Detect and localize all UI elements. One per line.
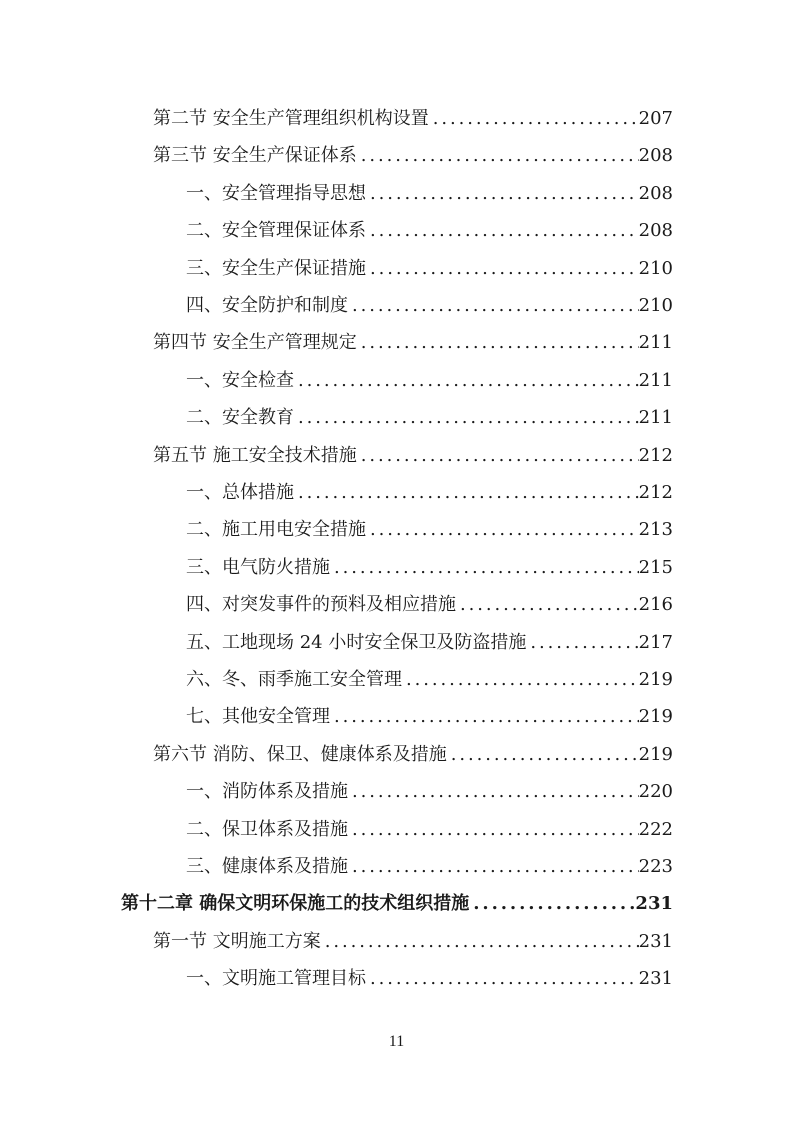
toc-leader-dots (366, 250, 639, 287)
toc-leader-dots (526, 624, 638, 661)
toc-entry-page: 215 (638, 557, 673, 578)
toc-entry[interactable] (186, 773, 673, 810)
toc-entry-title: 三、安全生产保证措施 (186, 258, 366, 279)
toc-leader-dots (357, 137, 639, 174)
toc-entry[interactable] (186, 511, 673, 548)
toc-entry-page: 210 (638, 295, 673, 316)
toc-leader-dots (294, 399, 639, 436)
toc-entry-page: 212 (638, 482, 673, 503)
page-number: 11 (388, 1033, 405, 1050)
toc-entry-page: 217 (638, 632, 673, 653)
toc-entry-page: 223 (638, 856, 673, 877)
toc-entry-title: 二、施工用电安全措施 (186, 519, 366, 540)
toc-entry-page: 213 (638, 519, 673, 540)
toc-entry-page: 208 (638, 145, 673, 166)
toc-entry-title: 五、工地现场 24 小时安全保卫及防盗措施 (186, 632, 527, 653)
toc-leader-dots (469, 885, 635, 922)
toc-entry[interactable] (186, 848, 673, 885)
toc-entry-page: 220 (638, 781, 673, 802)
toc-entry[interactable] (186, 399, 673, 436)
toc-entry-title: 第四节 安全生产管理规定 (153, 332, 357, 353)
toc-entry[interactable] (153, 324, 673, 361)
toc-entry-page: 210 (638, 258, 673, 279)
toc-entry-page: 219 (638, 744, 673, 765)
toc-entry[interactable] (153, 736, 673, 773)
toc-entry-title: 第十二章 确保文明环保施工的技术组织措施 (121, 893, 470, 914)
toc-entry-page: 211 (638, 407, 673, 428)
toc-entry-title: 一、安全检查 (186, 370, 294, 391)
toc-leader-dots (366, 960, 639, 997)
toc-leader-dots (294, 362, 639, 399)
toc-entry-title: 二、安全教育 (186, 407, 294, 428)
toc-entry-page: 231 (638, 968, 673, 989)
toc-leader-dots (330, 549, 639, 586)
toc-entry-title: 一、总体措施 (186, 482, 294, 503)
toc-leader-dots (348, 811, 639, 848)
toc-entry-page: 207 (638, 108, 673, 129)
toc-entry-page: 219 (638, 706, 673, 727)
toc-entry-page: 208 (638, 220, 673, 241)
toc-entry-title: 一、文明施工管理目标 (186, 968, 366, 989)
toc-entry-page: 231 (638, 931, 673, 952)
toc-entry[interactable] (153, 437, 673, 474)
toc-leader-dots (366, 175, 639, 212)
toc-entry-page: 212 (638, 445, 673, 466)
toc-entry-page: 231 (635, 893, 673, 914)
toc-entry[interactable] (186, 624, 673, 661)
toc-leader-dots (357, 324, 639, 361)
toc-entry-title: 二、安全管理保证体系 (186, 220, 366, 241)
toc-leader-dots (348, 848, 639, 885)
toc-leader-dots (357, 437, 639, 474)
toc-entry[interactable] (153, 100, 673, 137)
toc-leader-dots (429, 100, 639, 137)
toc-entry-title: 第二节 安全生产管理组织机构设置 (153, 108, 429, 129)
toc-entry-page: 211 (638, 370, 673, 391)
toc-entry[interactable] (186, 212, 673, 249)
toc-entry-title: 四、安全防护和制度 (186, 295, 348, 316)
toc-entry-page: 219 (638, 669, 673, 690)
toc-entry-page: 211 (638, 332, 673, 353)
toc-entry[interactable] (186, 549, 673, 586)
toc-entry[interactable] (186, 698, 673, 735)
toc-leader-dots (366, 511, 639, 548)
toc-entry-title: 第五节 施工安全技术措施 (153, 445, 357, 466)
toc-entry[interactable] (121, 885, 673, 922)
toc-entry-title: 一、消防体系及措施 (186, 781, 348, 802)
toc-leader-dots (321, 923, 639, 960)
toc-entry[interactable] (186, 586, 673, 623)
toc-entry-page: 216 (638, 594, 673, 615)
toc-leader-dots (447, 736, 639, 773)
toc-entry[interactable] (186, 661, 673, 698)
toc-entry-title: 四、对突发事件的预料及相应措施 (186, 594, 456, 615)
toc-entry-page: 222 (638, 819, 673, 840)
toc-leader-dots (348, 773, 639, 810)
toc-entry[interactable] (186, 175, 673, 212)
toc-entry-title: 三、电气防火措施 (186, 557, 330, 578)
toc-entry[interactable] (153, 923, 673, 960)
toc-entry[interactable] (186, 287, 673, 324)
toc-entry[interactable] (153, 137, 673, 174)
toc-entry-title: 七、其他安全管理 (186, 706, 330, 727)
toc-entry-page: 208 (638, 183, 673, 204)
toc-leader-dots (402, 661, 639, 698)
toc-entry-title: 第六节 消防、保卫、健康体系及措施 (153, 744, 447, 765)
toc-entry-title: 二、保卫体系及措施 (186, 819, 348, 840)
toc-entry-title: 第一节 文明施工方案 (153, 931, 321, 952)
toc-entry-title: 三、健康体系及措施 (186, 856, 348, 877)
toc-entry[interactable] (186, 474, 673, 511)
toc-entry-title: 第三节 安全生产保证体系 (153, 145, 357, 166)
toc-entry[interactable] (186, 250, 673, 287)
toc-entry-title: 一、安全管理指导思想 (186, 183, 366, 204)
toc-leader-dots (330, 698, 639, 735)
toc-leader-dots (366, 212, 639, 249)
toc-entry-title: 六、冬、雨季施工安全管理 (186, 669, 402, 690)
toc-entry[interactable] (186, 362, 673, 399)
toc-leader-dots (348, 287, 639, 324)
toc-leader-dots (456, 586, 639, 623)
toc-leader-dots (294, 474, 639, 511)
toc-entry[interactable] (186, 811, 673, 848)
toc-entry[interactable] (186, 960, 673, 997)
